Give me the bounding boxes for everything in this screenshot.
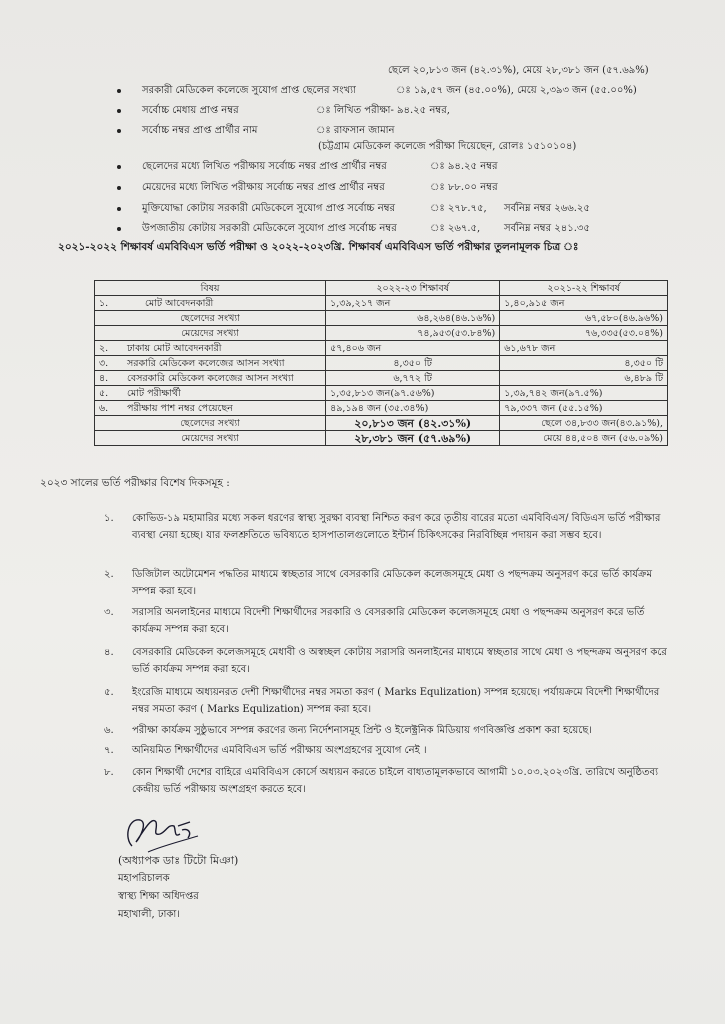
bullet-icon xyxy=(117,186,121,190)
table-row: ১. মোট আবেদনকারী ১,৩৯,২১৭ জন ১,৪০,৯১৫ জন xyxy=(95,296,668,311)
gender-result-line: ছেলে ২০,৮১৩ জন (৪২.৩১%), মেয়ে ২৮,৩৮১ জন (৫৭.৬৯%) xyxy=(388,65,649,76)
comparison-table xyxy=(94,280,668,446)
list-item: ৩. সরাসরি অনলাইনের মাধ্যমে বিদেশী শিক্ষার্থীদের সরকারি ও বেসরকারি মেডিকেল কলেজসমূহে মেধা ও পছন্দক্রম অনুসরণ করে ভর্তি কার্যক্রম সম্পন্ন করা হবে। xyxy=(104,607,645,635)
table-row: ৩. সরকারি মেডিকেল কলেজের আসন সংখ্যা ৪,৩৫০ টি ৪,৩৫০ টি xyxy=(95,356,668,371)
list-item: ৮. কোন শিক্ষার্থী দেশের বাহিরে এমবিবিএস কোর্সে অধ্যয়ন করতে চাইলে বাধ্যতামূলকভাবে আগামী ১০.০৩.২০২৩খ্রি. তারিখে অনুষ্ঠিতব্য কেন্দ্রীয় ভর্তি পরীক্ষায় অংশগ্রহণ করতে হবে। xyxy=(104,767,659,795)
list-item: ৫. ইংরেজি মাধ্যমে অধ্যয়নরত দেশী শিক্ষার্থীদের নম্বর সমতা করণ ( Marks Equlization) সম্পন্ন হয়েছে। পর্যায়ক্রমে বিদেশী শিক্ষার্থীদের নম্বর সমতা করণ ( Marks Equlization) সম্পন্ন করা হবে। xyxy=(104,687,660,715)
bullet-icon xyxy=(117,89,121,93)
table-row: ৫. মোট পরীক্ষার্থী ১,৩৫,৮১৩ জন(৯৭.৫৬%) ১,৩৯,৭৪২ জন(৯৭.৫%) xyxy=(95,386,668,401)
list-item: ২. ডিজিটাল অটোমেশন পদ্ধতির মাধ্যমে স্বচ্ছতার সাথে বেসরকারি মেডিকেল কলেজসমূহে মেধা ও পছন্দক্রম অনুসরণ করে ভর্তি কার্যক্রম সম্পন্ন করা হবে। xyxy=(104,569,653,597)
bullet-icon xyxy=(117,129,121,133)
bullet-icon xyxy=(117,207,121,211)
list-item: ৪. বেসরকারি মেডিকেল কলেজসমূহে মেধাবী ও অস্বচ্ছল কোটায় সরাসরি অনলাইনের মাধ্যমে স্বচ্ছতার সাথে মেধা ও পছন্দক্রম অনুসরণ করে ভর্তি কার্যক্রম সম্পন্ন করা হবে। xyxy=(104,647,667,675)
table-row: ২. ঢাকায় মোট আবেদনকারী ৫৭,৪০৬ জন ৬১,৬৭৮ জন xyxy=(95,341,668,356)
table-row: ৬. পরীক্ষায় পাশ নম্বর পেয়েছেন ৪৯,১৯৪ জন (৩৫.৩৪%) ৭৯,৩৩৭ জন (৫৫.১৫%) xyxy=(95,401,668,416)
signatory-office: স্বাস্থ্য শিক্ষা অধিদপ্তর xyxy=(118,891,199,902)
top-candidate-detail: (চট্টগ্রাম মেডিকেল কলেজে পরীক্ষা দিয়েছেন, রোলঃ ১৫১০১০৪) xyxy=(318,141,577,152)
table-header-row xyxy=(95,281,668,296)
signatory-location: মহাখালী, ঢাকা। xyxy=(118,909,180,920)
signatory-name: (অধ্যাপক ডাঃ টিটো মিঞা) xyxy=(118,854,239,867)
comparison-title: ২০২১-২০২২ শিক্ষাবর্ষ এমবিবিএস ভর্তি পরীক্ষা ও ২০২২-২০২৩খ্রি. শিক্ষাবর্ষ এমবিবিএস ভর্তি পরীক্ষার তুলনামূলক চিত্র ঃ xyxy=(58,241,579,253)
header-subject: বিষয় xyxy=(95,281,326,296)
table-row: ছেলেদের সংখ্যা ২০,৮১৩ জন (৪২.৩১%) ছেলে ৩৪,৮৩৩ জন(৪৩.৯১%), xyxy=(95,416,668,431)
features-title: ২০২৩ সালের ভর্তি পরীক্ষার বিশেষ দিকসমূহ : xyxy=(40,477,230,489)
list-item: ১. কোভিড-১৯ মহামারির মধ্যে সকল ধরণের স্বাস্থ্য সুরক্ষা ব্যবস্থা নিশ্চিত করণ করে তৃতীয় বারের মতো এমবিবিএস/ বিডিএস ভর্তি পরীক্ষার ব্যবস্থা নেয়া হচ্ছে। যার ফলশ্রুতিতে ভবিষ্যতে হাসপাতালগুলোতে ইন্টার্ন চিকিৎসকের নিরবিচ্ছিন্ন পদায়ন করা সম্ভব হবে। xyxy=(104,513,661,541)
header-2022-23: ২০২২-২৩ শিক্ষাবর্ষ xyxy=(326,281,500,296)
document-page: ছেলে ২০,৮১৩ জন (৪২.৩১%), মেয়ে ২৮,৩৮১ জন (৫৭.৬৯%) সরকারী মেডিকেল কলেজে সুযোগ প্রাপ্ত ছেলের সংখ্যা ঃ ১৯,৫৭ জন (৪৫.০০%), মেয়ে ২,৩৯৩ জন (৫৫.০০%) সর্বোচ্চ মেধায় প্রাপ্ত নম্বর ঃ লিখিত পরীক্ষা- ৯৪.২৫ নম্বর, সর্বোচ্চ নম্বর প্রাপ্ত প্রার্থীর নাম ঃ রাফসান জামান (চট্টগ্রাম মেডিকেল কলেজে পরীক্ষা দিয়েছেন, রোলঃ ১৫১০১০৪) ছেলেদের মধ্যে লিখিত পরীক্ষায় সর্বোচ্চ নম্বর প্রাপ্ত প্রার্থীর নম্বর ঃ ৯৪.২৫ নম্বর মেয়েদের মধ্যে লিখিত পরীক্ষায় সর্বোচ্চ নম্বর প্রাপ্ত প্রার্থীর নম্বর ঃ ৮৮.০০ নম্বর মুক্তিযোদ্ধা কোটায় সরকারী মেডিকেলে সুযোগ প্রাপ্ত সর্বোচ্চ নম্বর ঃ ২৭৮.৭৫, সর্বনিম্ন নম্বর ২৬৬.২৫ উপজাতীয় কোটায় সরকারী মেডিকেলে সুযোগ প্রাপ্ত সর্বোচ্চ নম্বর ঃ ২৬৭.৫, সর্বনিম্ন নম্বর ২৪১.৩৫ ২০২১-২০২২ শিক্ষাবর্ষ এমবিবিএস ভর্তি পরীক্ষা ও ২০২২-২০২৩খ্রি. শিক্ষাবর্ষ এমবিবিএস ভর্তি পরীক্ষার তুলনামূলক চিত্র ঃ বিষয় ২০২২-২৩ শিক্ষাবর্ষ ২০২১-২২ শিক্ষাবর্ষ ১. মোট আবেদনকারী ১,৩৯,২১৭ জন ১,৪০,৯১৫ জন ছেলেদের সংখ্যা ৬৪,২৬৪(৪৬.১৬%) ৬৭,৫৮০(৪৬.৯৬%) মেয়েদের সংখ্যা ৭৪,৯৫৩(৫৩.৮৪%) ৭৬,৩৩৫(৫৩.০৪%) ২. ঢাকায় মোট আবেদনকারী ৫৭,৪০৬ জন ৬১,৬৭৮ জন ৩. সরকারি মেডিকেল কলেজের আসন সংখ্যা ৪,৩৫০ টি ৪,৩৫০ টি ৪. বেসরকারি মেডিকেল কলেজের আসন সংখ্যা ৬,৭৭২ টি ৬,৪৮৯ টি ৫. মোট পরীক্ষার্থী ১,৩৫,৮১৩ জন(৯৭.৫৬%) ১,৩৯,৭৪২ জন(৯৭.৫%) ৬. পরীক্ষায় পাশ নম্বর পেয়েছেন ৪৯,১৯৪ জন (৩৫.৩৪%) ৭৯,৩৩৭ জন (৫৫.১৫%) ছেলেদের সংখ্যা ২০,৮১৩ জন (৪২.৩১%) ছেলে ৩৪,৮৩৩ জন(৪৩.৯১%), মেয়েদের সংখ্যা ২৮,৩৮১ জন (৫৭.৬৯%) মেয়ে ৪৪,৫০৪ জন (৫৬.০৯%) ২০২৩ সালের ভর্তি পরীক্ষার বিশেষ দিকসমূহ : ১. কোভিড-১৯ মহামারির মধ্যে সকল ধরণের স্বাস্থ্য সুরক্ষা ব্যবস্থা নিশ্চিত করণ করে তৃতীয় বারের মতো এমবিবিএস/ বিডিএস ভর্তি পরীক্ষার ব্যবস্থা নেয়া হচ্ছে। যার ফলশ্রুতিতে ভবিষ্যতে হাসপাতালগুলোতে ইন্টার্ন চিকিৎসকের নিরবিচ্ছিন্ন পদায়ন করা সম্ভব হবে। ২. ডিজিটাল অটোমেশন পদ্ধতির মাধ্যমে স্বচ্ছতার সাথে বেসরকারি মেডিকেল কলেজসমূহে মেধা ও পছন্দক্রম অনুসরণ করে ভর্তি কার্যক্রম সম্পন্ন করা হবে। ৩. সরাসরি অনলাইনের মাধ্যমে বিদেশী শিক্ষার্থীদের সরকারি ও বেসরকারি মেডিকেল কলেজসমূহে মেধা ও পছন্দক্রম অনুসরণ করে ভর্তি কার্যক্রম সম্পন্ন করা হবে। ৪. বেসরকারি মেডিকেল কলেজসমূহে মেধাবী ও অস্বচ্ছল কোটায় সরাসরি অনলাইনের মাধ্যমে স্বচ্ছতার সাথে মেধা ও পছন্দক্রম অনুসরণ করে ভর্তি কার্যক্রম সম্পন্ন করা হবে। ৫. ইংরেজি মাধ্যমে অধ্যয়নরত দেশী শিক্ষার্থীদের নম্বর সমতা করণ ( Marks Equlization) সম্পন্ন হয়েছে। পর্যায়ক্রমে বিদেশী শিক্ষার্থীদের নম্বর সমতা করণ ( Marks Equlization) সম্পন্ন করা হবে। ৬. পরীক্ষা কার্যক্রম সুষ্ঠুভাবে সম্পন্ন করণের জন্য নির্দেশনাসমূহ প্রিন্ট ও ইলেক্ট্রনিক মিডিয়ায় গণবিজ্ঞপ্তি প্রকাশ করা হয়েছে। ৭. অনিয়মিত শিক্ষার্থীদের এমবিবিএস ভর্তি পরীক্ষায় অংশগ্রহণের সুযোগ নেই । ৮. কোন শিক্ষার্থী দেশের বাহিরে এমবিবিএস কোর্সে অধ্যয়ন করতে চাইলে বাধ্যতামূলকভাবে আগামী ১০.০৩.২০২৩খ্রি. তারিখে অনুষ্ঠিতব্য কেন্দ্রীয় ভর্তি পরীক্ষায় অংশগ্রহণ করতে হবে। (অধ্যাপক ডাঃ টিটো মিঞা) মহাপরিচালক স্বাস্থ্য শিক্ষা অধিদপ্তর মহাখালী, ঢাকা। xyxy=(0,0,725,1024)
list-item: ৬. পরীক্ষা কার্যক্রম সুষ্ঠুভাবে সম্পন্ন করণের জন্য নির্দেশনাসমূহ প্রিন্ট ও ইলেক্ট্রনিক মিডিয়ায় গণবিজ্ঞপ্তি প্রকাশ করা হয়েছে। xyxy=(104,725,592,736)
handwritten-signature xyxy=(118,808,208,858)
bullet-icon xyxy=(117,165,121,169)
bullet-icon xyxy=(117,109,121,113)
header-2021-22: ২০২১-২২ শিক্ষাবর্ষ xyxy=(500,281,668,296)
table-row: ছেলেদের সংখ্যা ৬৪,২৬৪(৪৬.১৬%) ৬৭,৫৮০(৪৬.৯৬%) xyxy=(95,311,668,326)
list-item: ৭. অনিয়মিত শিক্ষার্থীদের এমবিবিএস ভর্তি পরীক্ষায় অংশগ্রহণের সুযোগ নেই । xyxy=(104,745,427,756)
table-row: মেয়েদের সংখ্যা ৭৪,৯৫৩(৫৩.৮৪%) ৭৬,৩৩৫(৫৩.০৪%) xyxy=(95,326,668,341)
bullet-icon xyxy=(117,227,121,231)
signatory-title: মহাপরিচালক xyxy=(118,873,170,884)
table-row: ৪. বেসরকারি মেডিকেল কলেজের আসন সংখ্যা ৬,৭৭২ টি ৬,৪৮৯ টি xyxy=(95,371,668,386)
signature-block xyxy=(118,852,238,924)
table-row: মেয়েদের সংখ্যা ২৮,৩৮১ জন (৫৭.৬৯%) মেয়ে ৪৪,৫০৪ জন (৫৬.০৯%) xyxy=(95,431,668,446)
